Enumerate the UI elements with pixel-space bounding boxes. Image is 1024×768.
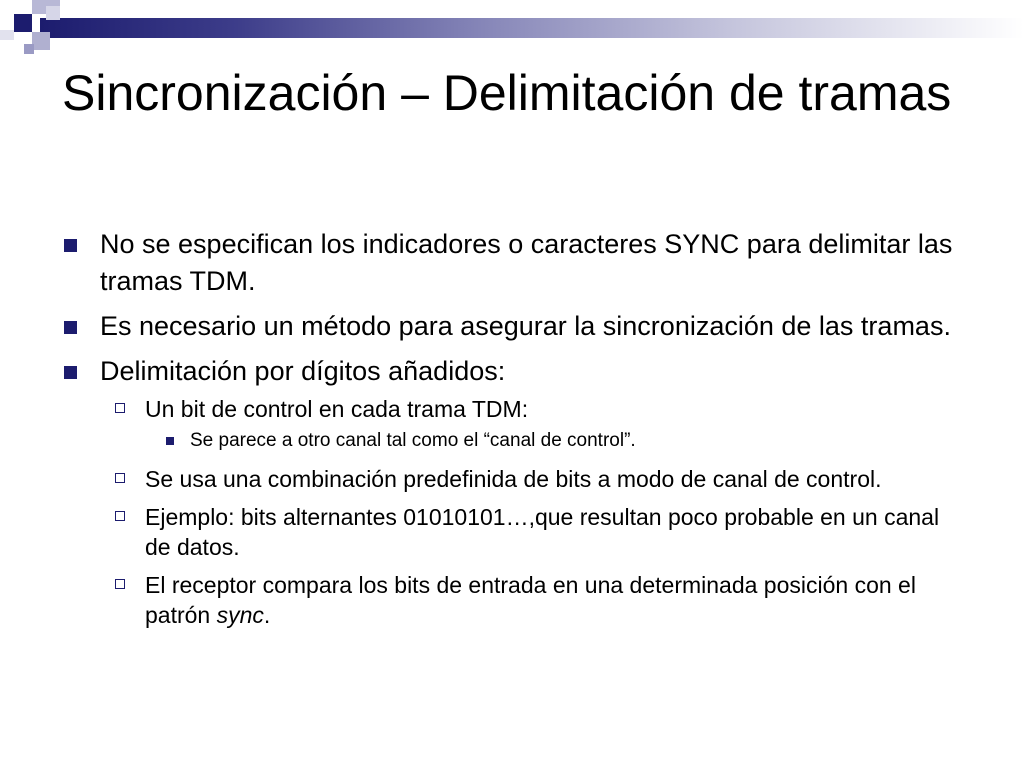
- sub-bullet-item: [0, 502, 1024, 562]
- bullet-text: Es necesario un método para asegurar la sincronización de las tramas.: [100, 311, 951, 341]
- bullet-item: [0, 308, 1024, 345]
- sub-bullet-text: Un bit de control en cada trama TDM:: [145, 396, 529, 422]
- header-square-pale: [0, 30, 14, 40]
- hollow-square-bullet-icon: [115, 403, 125, 413]
- small-square-bullet-icon: [166, 437, 174, 445]
- sub-bullet-item: [0, 570, 1024, 630]
- sub-bullet-text: Ejemplo: bits alternantes 01010101…,que resultan poco probable en un canal de datos.: [145, 504, 940, 560]
- sub-bullet-text: Se usa una combinación predefinida de bits a modo de canal de control.: [145, 466, 882, 492]
- sub-bullet-item: [0, 464, 1024, 494]
- header-square-dark: [14, 14, 32, 32]
- bullet-item: [0, 226, 1024, 300]
- sub-bullet-text-after: .: [263, 602, 271, 628]
- hollow-square-bullet-icon: [115, 473, 125, 483]
- header-square-small: [24, 44, 34, 54]
- sub-sub-bullet-text: Se parece a otro canal tal como el “canal de control”.: [190, 430, 636, 451]
- header-square-light-2: [46, 6, 60, 20]
- bullet-text: Delimitación por dígitos añadidos:: [100, 356, 506, 386]
- header-gradient-bar: [40, 18, 1024, 38]
- sub-bullet-item: [0, 394, 1024, 424]
- bullet-item: [0, 353, 1024, 390]
- slide-body: [0, 226, 1024, 638]
- hollow-square-bullet-icon: [115, 511, 125, 521]
- bullet-text: No se especifican los indicadores o caracteres SYNC para delimitar las tramas TDM.: [100, 229, 953, 296]
- square-bullet-icon: [64, 321, 77, 334]
- square-bullet-icon: [64, 239, 77, 252]
- hollow-square-bullet-icon: [115, 579, 125, 589]
- slide-title: Sincronización – Delimitación de tramas: [62, 65, 952, 121]
- header-square-mid: [32, 32, 50, 50]
- square-bullet-icon: [64, 366, 77, 379]
- sub-bullet-text-italic: sync: [216, 602, 264, 628]
- sub-bullet-text-before: El receptor compara los bits de entrada en una determinada posición con el patrón: [145, 572, 916, 628]
- sub-sub-bullet-item: [0, 428, 1024, 454]
